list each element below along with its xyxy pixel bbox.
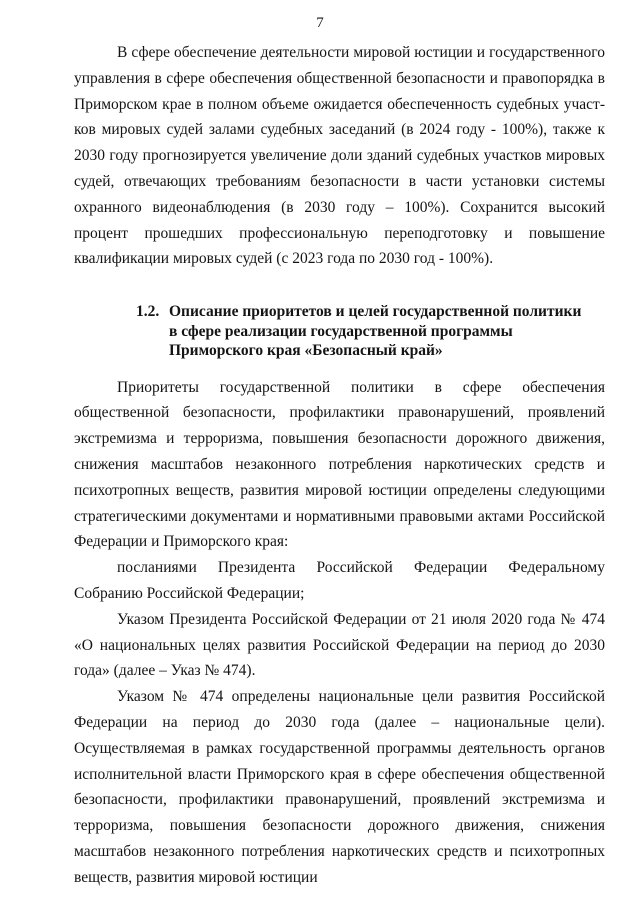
page-content: [74, 40, 605, 891]
section-heading: [74, 302, 605, 361]
page-number: 7: [316, 15, 324, 31]
list-item-decree-474: Указом Президента Российской Федерации от 21 июля 2020 года № 474 «О национальных целях развития Российской Федерации на период до 2030 года» (далее – Указ № 474).: [74, 610, 605, 680]
paragraph-mirovaya-yusticiya: В сфере обеспечение деятельности мировой юстиции и государственного управления в сфере обеспечения общественной безопасности и правопорядка в Приморском крае в полном объеме ожидается обеспеченность судебных участков мировых судей залами судебных заседаний (в 2024 году - 100%), также к 2030 году прогнозируется увеличение доли зданий судебных участков мировых судей, отвечающих требованиям безопасности в части установки системы охранного видеонаблюдения (в 2030 году – 100%). Сохранится высокий процент прошедших профессиональную переподготовку и повышение квалификации мировых судей (с 2023 года по 2030 год - 100%).: [74, 44, 605, 268]
list-item-president-messages: посланиями Президента Российской Федерации Федеральному Собранию Российской Федерации;: [74, 559, 605, 603]
section-title: Описание приоритетов и целей государственной политики в сфере реализации государственной программы Приморского края «Безопасный край»: [169, 303, 582, 360]
paragraph-national-goals: Указом № 474 определены национальные цели развития Российской Федерации на период до 2030 года (далее – национальные цели). Осуществляемая в рамках государственной программы деятельность органов исполнительной власти Приморского края в сфере обеспечения общественной безопасности, профилактики правонарушений, проявлений экстремизма и терроризма, повышения безопасности дорожного движения, снижения масштабов незаконного потребления наркотических средств и психотропных веществ, развития мировой юстиции: [74, 688, 605, 886]
section-number: 1.2.: [136, 303, 160, 321]
paragraph-priorities: Приоритеты государственной политики в сфере обеспечения общественной безопасности, профилактики правонарушений, проявлений экстремизма и терроризма, повышения безопасности дорожного движения, снижения масштабов незаконного потребления наркотических средств и психотропных веществ, развития мировой юстиции определены следующими стратегическими документами и нормативными правовыми актами Российской Федерации и Приморского края:: [74, 378, 605, 551]
